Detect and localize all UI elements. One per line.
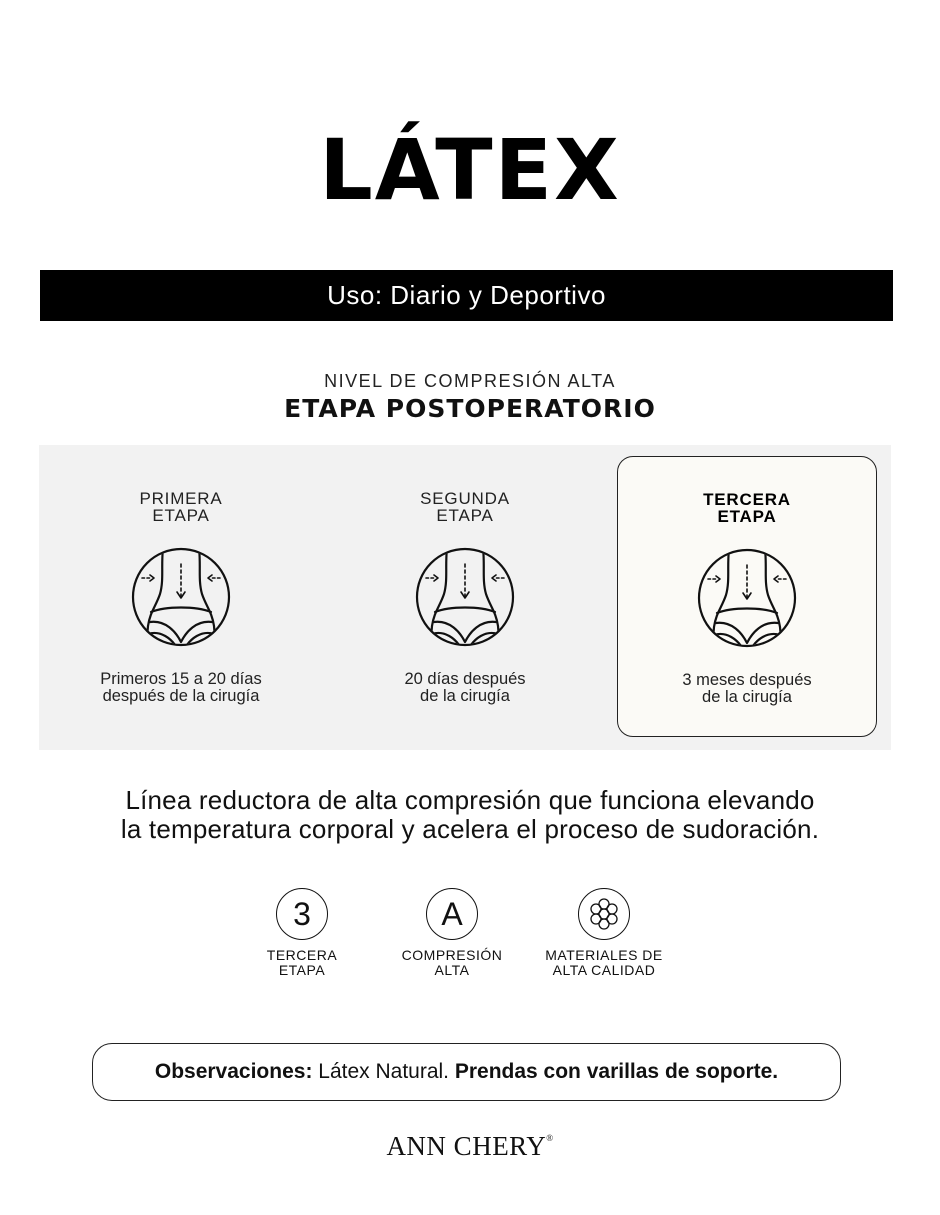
feature-label: TERCERA ETAPA xyxy=(266,947,338,978)
usage-banner xyxy=(40,270,893,321)
stage-card-third-highlighted xyxy=(617,456,877,737)
stage-card-first xyxy=(39,445,323,750)
product-description xyxy=(0,786,940,844)
description-line-1: Línea reductora de alta compresión que funciona elevando xyxy=(125,785,815,815)
stage-description: Primeros 15 a 20 días después de la cirugía xyxy=(100,670,262,705)
description-line-2: la temperatura corporal y acelera el proceso de sudoración. xyxy=(120,814,820,844)
honeycomb-icon xyxy=(578,888,630,940)
feature-quality-materials xyxy=(524,888,684,978)
body-compression-icon xyxy=(696,547,798,649)
body-compression-icon xyxy=(130,546,232,648)
usage-text: Uso: Diario y Deportivo xyxy=(327,280,606,310)
registered-mark: ® xyxy=(546,1133,554,1143)
compression-level: NIVEL DE COMPRESIÓN ALTA xyxy=(324,371,616,391)
observations-box xyxy=(92,1043,841,1101)
observations-bold-text: Prendas con varillas de soporte. xyxy=(454,1060,779,1083)
stage-description: 3 meses después de la cirugía xyxy=(682,671,812,706)
stage-name: TERCERA ETAPA xyxy=(703,490,791,526)
page-title: LÁTEX xyxy=(319,121,621,219)
stage-name: SEGUNDA ETAPA xyxy=(420,489,510,525)
feature-high-compression xyxy=(372,888,532,978)
stage-name: PRIMERA ETAPA xyxy=(139,489,223,525)
stage-description: 20 días después de la cirugía xyxy=(404,670,526,705)
observations-label: Observaciones: xyxy=(154,1060,313,1083)
observations-text: Látex Natural. xyxy=(312,1060,455,1083)
stage-card-second xyxy=(323,445,607,750)
letter-a-icon: A xyxy=(426,888,478,940)
stage-heading: ETAPA POSTOPERATORIO xyxy=(284,394,656,423)
feature-label: COMPRESIÓN ALTA xyxy=(401,947,503,978)
body-compression-icon xyxy=(414,546,516,648)
feature-third-stage xyxy=(222,888,382,978)
feature-label: MATERIALES DE ALTA CALIDAD xyxy=(545,947,663,978)
stages-panel xyxy=(39,445,891,750)
brand-name: ANN CHERY xyxy=(386,1131,547,1161)
number-3-icon: 3 xyxy=(276,888,328,940)
brand-logo xyxy=(0,1131,940,1162)
